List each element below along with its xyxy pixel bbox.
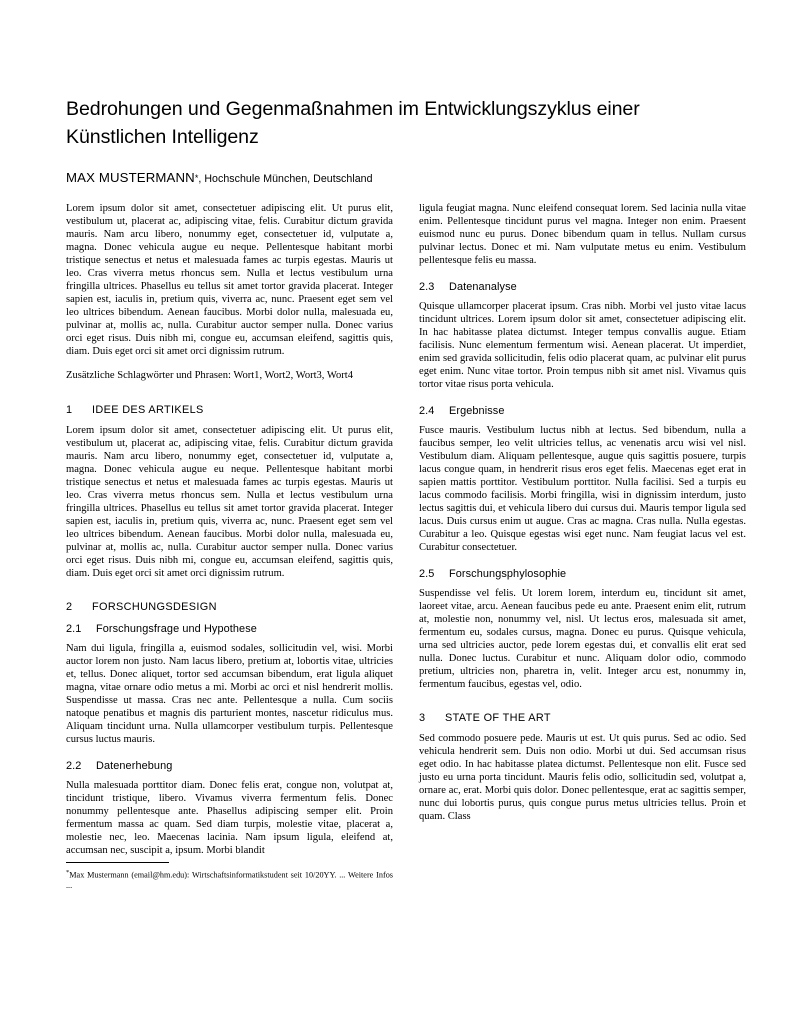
section-2-1-paragraph: Nam dui ligula, fringilla a, euismod sodales, sollicitudin vel, wisi. Morbi auctor lorem non justo. Nam lacus libero, pretium at, lobortis vitae, ultricies et, tellus. Donec aliquet, tortor sed accumsan bibendum, erat ligula aliquet magna, vitae ornare odio metus a mi. Morbi ac orci et nisl hendrerit mollis. Suspendisse ut massa. Cras nec ante. Pellentesque a nulla. Cum sociis natoque penatibus et magnis dis parturient montes, nascetur ridiculus mus. Aliquam tincidunt urna. Nulla ullamcorper vestibulum turpis. Pellentesque cursus luctus mauris. xyxy=(66,643,393,746)
section-2-5-paragraph: Suspendisse vel felis. Ut lorem lorem, interdum eu, tincidunt sit amet, laoreet vitae, arcu. Aenean faucibus pede eu ante. Praesent enim elit, rutrum at, molestie non, nonummy vel, nisl. Ut lectus eros, malesuada sit amet, fermentum eu, sodales cursus, magna. Donec eu purus. Quisque vehicula, urna sed ultricies auctor, pede lorem egestas dui, et convallis elit erat sed nulla. Donec luctus. Curabitur et nunc. Aliquam dolor odio, commodo pretium, ultricies non, pharetra in, velit. Integer arcu est, nonummy in, fermentum faucibus, egestas vel, odio. xyxy=(419,588,746,691)
section-2-2-paragraph-part1: Nulla malesuada porttitor diam. Donec felis erat, congue non, volutpat at, tincidunt tristique, libero. Vivamus viverra fermentum felis. Donec nonummy pellentesque ante. Phasellus adipiscing semper elit. Proin fermentum massa ac quam. Sed diam turpis, molestie vitae, placerat a, molestie nec, leo. Maecenas lacinia. Nam ipsum ligula, eleifend at, accumsan nec, suscipit a, ipsum. Morbi blandit xyxy=(66,780,393,857)
subsection-number-2-4: 2.4 xyxy=(419,405,435,418)
section-number-2: 2 xyxy=(66,601,73,614)
footnote xyxy=(66,868,393,892)
section-heading-1 xyxy=(66,404,393,417)
abstract-paragraph: Lorem ipsum dolor sit amet, consectetuer adipiscing elit. Ut purus elit, vestibulum ut, placerat ac, adipiscing vitae, felis. Curabitur dictum gravida mauris. Nam arcu libero, nonummy eget, consectetuer id, vulputate a, magna. Donec vehicula augue eu neque. Pellentesque habitant morbi tristique senectus et netus et malesuada fames ac turpis egestas. Mauris ut leo. Cras viverra metus rhoncus sem. Nulla et lectus vestibulum urna fringilla ultrices. Phasellus eu tellus sit amet tortor gravida placerat. Integer sapien est, iaculis in, pretium quis, viverra ac, nunc. Praesent eget sem vel leo ultrices bibendum. Aenean faucibus. Morbi dolor nulla, malesuada eu, pulvinar at, mollis ac, nulla. Curabitur auctor semper nulla. Donec varius orci eget risus. Duis nibh mi, congue eu, accumsan eleifend, sagittis quis, diam. Duis eget orci sit amet orci dignissim rutrum. xyxy=(66,203,393,358)
left-column xyxy=(66,202,393,857)
section-number-3: 3 xyxy=(419,712,426,725)
subsection-title-2-3: Datenanalyse xyxy=(449,281,517,294)
subsection-heading-2-1 xyxy=(66,623,393,636)
section-title-3: STATE OF THE ART xyxy=(445,712,551,725)
section-number-1: 1 xyxy=(66,404,73,417)
author-name: MAX MUSTERMANN xyxy=(66,169,195,185)
subsection-title-2-4: Ergebnisse xyxy=(449,405,505,418)
section-title-1: IDEE DES ARTIKELS xyxy=(92,404,204,417)
section-heading-3 xyxy=(419,712,746,725)
subsection-title-2-1: Forschungsfrage und Hypothese xyxy=(96,623,257,636)
subsection-number-2-5: 2.5 xyxy=(419,568,435,581)
subsection-heading-2-4 xyxy=(419,405,746,418)
author-footnote-marker[interactable]: * xyxy=(194,172,199,183)
section-2-3-paragraph: Quisque ullamcorper placerat ipsum. Cras nibh. Morbi vel justo vitae lacus tincidunt ultrices. Lorem ipsum dolor sit amet, consectetuer adipiscing elit. In hac habitasse platea dictumst. Integer tempus convallis augue. Etiam facilisis. Nunc elementum fermentum wisi. Aenean placerat. Ut imperdiet, enim sed gravida sollicitudin, felis odio placerat quam, ac pulvinar elit purus eget enim. Nunc vitae tortor. Proin tempus nibh sit amet nisl. Vivamus quis tortor vitae risus porta vehicula. xyxy=(419,301,746,391)
section-title-2: FORSCHUNGSDESIGN xyxy=(92,601,217,614)
subsection-heading-2-2 xyxy=(66,760,393,773)
section-3-paragraph: Sed commodo posuere pede. Mauris ut est. Ut quis purus. Sed ac odio. Sed vehicula hendrerit sem. Duis non odio. Morbi ut dui. Sed accumsan risus eget odio. In hac habitasse platea dictumst. Pellentesque non elit. Fusce sed justo eu urna porta tincidunt. Mauris felis odio, sollicitudin sed, volutpat a, ornare ac, erat. Morbi quis dolor. Donec pellentesque, erat ac sagittis semper, nunc dui lobortis purus, quis congue purus metus ultricies tellus. Proin et quam. Class xyxy=(419,733,746,823)
subsection-title-2-2: Datenerhebung xyxy=(96,760,173,773)
two-column-body xyxy=(66,202,746,857)
subsection-number-2-1: 2.1 xyxy=(66,623,82,636)
subsection-number-2-2: 2.2 xyxy=(66,760,82,773)
author-line xyxy=(66,170,736,187)
section-2-4-paragraph: Fusce mauris. Vestibulum luctus nibh at lectus. Sed bibendum, nulla a faucibus semper, leo velit ultricies tellus, ac venenatis arcu wisi vel nisl. Vestibulum diam. Aliquam pellentesque, augue quis sagittis posuere, turpis lacus congue quam, in hendrerit risus eros eget felis. Maecenas eget erat in sapien mattis porttitor. Vestibulum porttitor. Nulla facilisi. Sed a turpis eu lacus commodo facilisis. Morbi fringilla, wisi in dignissim interdum, justo lectus sagittis dui, et vehicula libero dui cursus dui. Mauris tempor ligula sed lacus. Duis cursus enim ut augue. Cras ac magna. Cras nulla. Nulla egestas. Curabitur a leo. Quisque egestas wisi eget nunc. Nam feugiat lacus vel est. Curabitur consectetuer. xyxy=(419,425,746,554)
author-affiliation: , Hochschule München, Deutschland xyxy=(198,172,373,185)
footnote-separator-rule xyxy=(66,862,169,863)
footnote-body: Max Mustermann (email@hm.edu): Wirtschaftsinformatikstudent seit 10/20YY. ... Weitere Infos ... xyxy=(66,870,393,891)
subsection-heading-2-3 xyxy=(419,281,746,294)
footnote-marker: * xyxy=(66,869,70,876)
section-heading-2 xyxy=(66,601,393,614)
subsection-number-2-3: 2.3 xyxy=(419,281,435,294)
right-column xyxy=(419,202,746,823)
footnote-area xyxy=(66,862,393,892)
section-2-2-paragraph-part2: ligula feugiat magna. Nunc eleifend consequat lorem. Sed lacinia nulla vitae enim. Pellentesque tincidunt purus vel magna. Integer non enim. Praesent euismod nunc eu purus. Donec bibendum quam in tellus. Nullam cursus pulvinar lectus. Donec et mi. Nam vulputate metus eu enim. Vestibulum pellentesque felis eu massa. xyxy=(419,203,746,267)
subsection-heading-2-5 xyxy=(419,568,746,581)
page-title: Bedrohungen und Gegenmaßnahmen im Entwicklungszyklus einer Künstlichen Intelligenz xyxy=(66,98,640,148)
keywords-line: Zusätzliche Schlagwörter und Phrasen: Wort1, Wort2, Wort3, Wort4 xyxy=(66,370,353,382)
subsection-title-2-5: Forschungsphylosophie xyxy=(449,568,567,581)
section-1-paragraph: Lorem ipsum dolor sit amet, consectetuer adipiscing elit. Ut purus elit, vestibulum ut, placerat ac, adipiscing vitae, felis. Curabitur dictum gravida mauris. Nam arcu libero, nonummy eget, consectetuer id, vulputate a, magna. Donec vehicula augue eu neque. Pellentesque habitant morbi tristique senectus et netus et malesuada fames ac turpis egestas. Mauris ut leo. Cras viverra metus rhoncus sem. Nulla et lectus vestibulum urna fringilla ultrices. Phasellus eu tellus sit amet tortor gravida placerat. Integer sapien est, iaculis in, pretium quis, viverra ac, nunc. Praesent eget sem vel leo ultrices bibendum. Aenean faucibus. Morbi dolor nulla, malesuada eu, pulvinar at, mollis ac, nulla. Curabitur auctor semper nulla. Donec varius orci eget risus. Duis nibh mi, congue eu, accumsan eleifend, sagittis quis, diam. Duis eget orci sit amet orci dignissim rutrum. xyxy=(66,425,393,580)
